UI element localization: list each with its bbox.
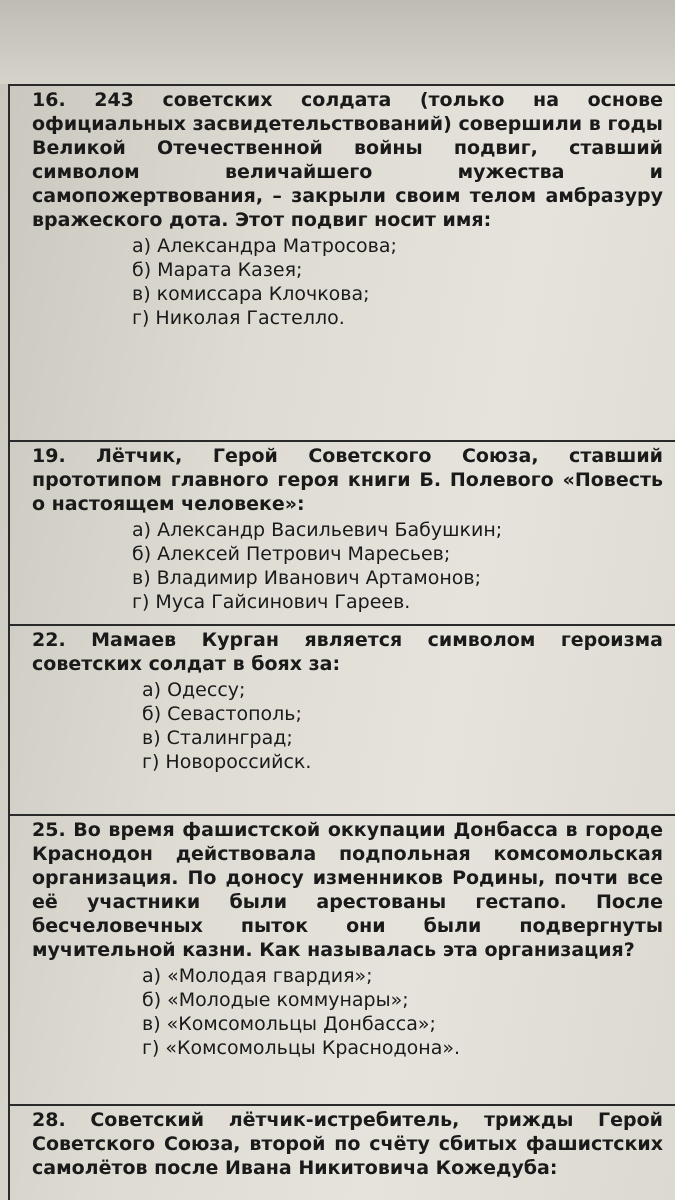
question-text: 25. Во время фашистской оккупации Донбасса в городе Краснодон действовала подпольная комсомольская организация. По доносу изменников Родины, почти все её участники были арестованы гестапо. После бесчеловечных пыток они были подвергнуты мучительной казни. Как называлась эта организация? <box>32 819 663 961</box>
option-a: а) «Молодая гвардия»; <box>142 965 373 987</box>
question-text: 16. 243 советских солдата (только на основе официальных засвидетельствований) совершили в годы Великой Отечественной войны подвиг, ставший символом величайшего мужества и самопожертвования, – закрыли своим телом амбразуру вражеского дота. Этот подвиг носит имя: <box>32 89 663 231</box>
page-top-shadow <box>0 0 675 84</box>
question-22 <box>10 626 675 816</box>
option-b: б) Севастополь; <box>142 703 302 725</box>
question-16 <box>10 86 675 442</box>
option-d: г) Муса Гайсинович Гареев. <box>132 591 411 613</box>
option-b: б) Марата Казея; <box>132 259 303 281</box>
answer-options <box>32 964 663 1060</box>
option-b: б) «Молодые коммунары»; <box>142 989 409 1011</box>
question-19 <box>10 442 675 626</box>
question-text: 28. Советский лётчик-истребитель, трижды Герой Советского Союза, второй по счёту сбитых фашистских самолётов после Ивана Никитовича Кожедуба: <box>32 1109 663 1179</box>
option-c: в) Владимир Иванович Артамонов; <box>132 567 482 589</box>
option-c: в) Сталинград; <box>142 727 293 749</box>
option-c: в) «Комсомольцы Донбасса»; <box>142 1013 436 1035</box>
option-d: г) Новороссийск. <box>142 751 312 773</box>
option-a: а) Александр Васильевич Бабушкин; <box>132 519 503 541</box>
question-text: 22. Мамаев Курган является символом героизма советских солдат в боях за: <box>32 629 663 675</box>
option-a: а) Александра Матросова; <box>132 235 397 257</box>
option-d: г) Николая Гастелло. <box>132 307 345 329</box>
option-d: г) «Комсомольцы Краснодона». <box>142 1037 461 1059</box>
option-a: а) Одессу; <box>142 679 246 701</box>
question-table <box>8 84 675 1200</box>
answer-options <box>32 518 663 614</box>
option-b: б) Алексей Петрович Маресьев; <box>132 543 451 565</box>
question-text: 19. Лётчик, Герой Советского Союза, ставший прототипом главного героя книги Б. Полевого «Повесть о настоящем человеке»: <box>32 445 663 515</box>
question-25 <box>10 816 675 1106</box>
question-28 <box>10 1106 675 1200</box>
answer-options <box>32 234 663 330</box>
answer-options <box>32 678 663 774</box>
option-c: в) комиссара Клочкова; <box>132 283 370 305</box>
